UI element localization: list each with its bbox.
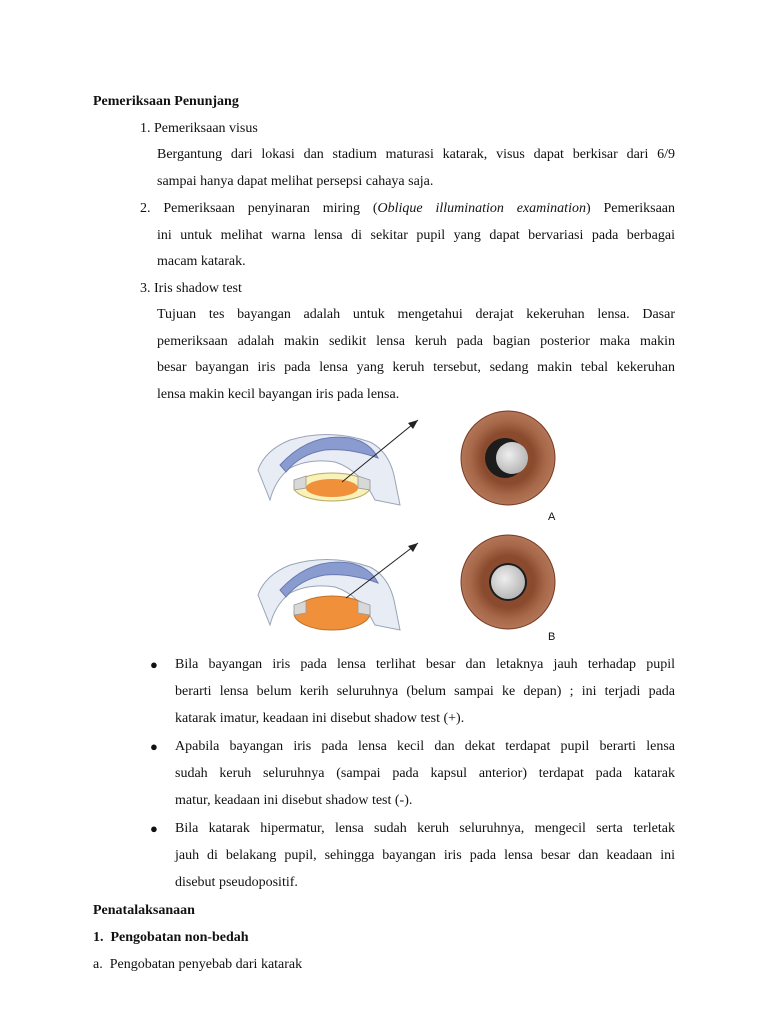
iris-shadow-figure <box>250 410 580 650</box>
pupil-a <box>496 442 528 474</box>
bullet-1-line-1: Bila bayangan iris pada lensa terlihat besar dan letaknya jauh terhadap pupil <box>175 657 675 672</box>
item-3-line-4: lensa makin kecil bayangan iris pada lensa. <box>157 387 400 402</box>
item-2-line-2: macam katarak. <box>157 254 246 269</box>
item-3-line-1: Tujuan tes bayangan adalah untuk mengetahui derajat kekeruhan lensa. Dasar <box>157 307 675 322</box>
iris-view-b <box>461 535 555 629</box>
lens-opaque-a <box>306 479 358 497</box>
item-1-line-2: sampai hanya dapat melihat persepsi cahaya saja. <box>157 174 434 189</box>
bullet-dot-3: ● <box>150 821 158 836</box>
item-2-title-italic: Oblique illumination examination <box>377 201 586 216</box>
subheading-non-bedah: 1. Pengobatan non-bedah <box>93 930 249 945</box>
section-heading-penatalaksanaan: Penatalaksanaan <box>93 903 195 918</box>
bullet-2-line-3: matur, keadaan ini disebut shadow test (-). <box>175 793 413 808</box>
bullet-3-line-3: disebut pseudopositif. <box>175 875 298 890</box>
eye-diagram-b <box>258 543 418 630</box>
item-1-title: 1. Pemeriksaan visus <box>140 121 258 136</box>
label-b: B <box>548 631 556 643</box>
bullet-dot-1: ● <box>150 657 158 672</box>
item-a-penyebab: a. Pengobatan penyebab dari katarak <box>93 957 303 972</box>
item-3-title: 3. Iris shadow test <box>140 281 242 296</box>
bullet-3-line-2: jauh di belakang pupil, sehingga bayangan iris pada lensa besar dan keadaan ini <box>175 848 675 863</box>
eye-diagram-a <box>258 420 418 505</box>
bullet-dot-2: ● <box>150 739 158 754</box>
item-2-title-suffix: ) Pemeriksaan <box>585 201 675 216</box>
item-2-title <box>140 200 675 218</box>
iris-view-a <box>461 411 555 505</box>
bullet-2-line-2: sudah keruh seluruhnya (sampai pada kapsul anterior) terdapat pada katarak <box>175 766 675 781</box>
pupil-b <box>491 565 525 599</box>
item-2-line-1: ini untuk melihat warna lensa di sekitar pupil yang dapat bervariasi pada berbagai <box>157 228 675 243</box>
bullet-1-line-2: berarti lensa belum kerih seluruhnya (belum sampai ke depan) ; ini terjadi pada <box>175 684 675 699</box>
item-2-title-prefix: 2. Pemeriksaan penyinaran miring ( <box>140 201 378 216</box>
bullet-3-line-1: Bila katarak hipermatur, lensa sudah keruh seluruhnya, mengecil serta terletak <box>175 821 675 836</box>
item-1-line-1: Bergantung dari lokasi dan stadium maturasi katarak, visus dapat berkisar dari 6/9 <box>157 147 675 162</box>
item-3-line-3: besar bayangan iris pada lensa yang keruh tersebut, sedang makin tebal kekeruhan <box>157 360 675 375</box>
bullet-1-line-3: katarak imatur, keadaan ini disebut shadow test (+). <box>175 711 465 726</box>
label-a: A <box>548 511 556 523</box>
bullet-2-line-1: Apabila bayangan iris pada lensa kecil dan dekat terdapat pupil berarti lensa <box>175 739 675 754</box>
item-3-line-2: pemeriksaan adalah makin sedikit lensa keruh pada bagian posterior maka makin <box>157 334 675 349</box>
section-heading-pemeriksaan: Pemeriksaan Penunjang <box>93 94 239 109</box>
